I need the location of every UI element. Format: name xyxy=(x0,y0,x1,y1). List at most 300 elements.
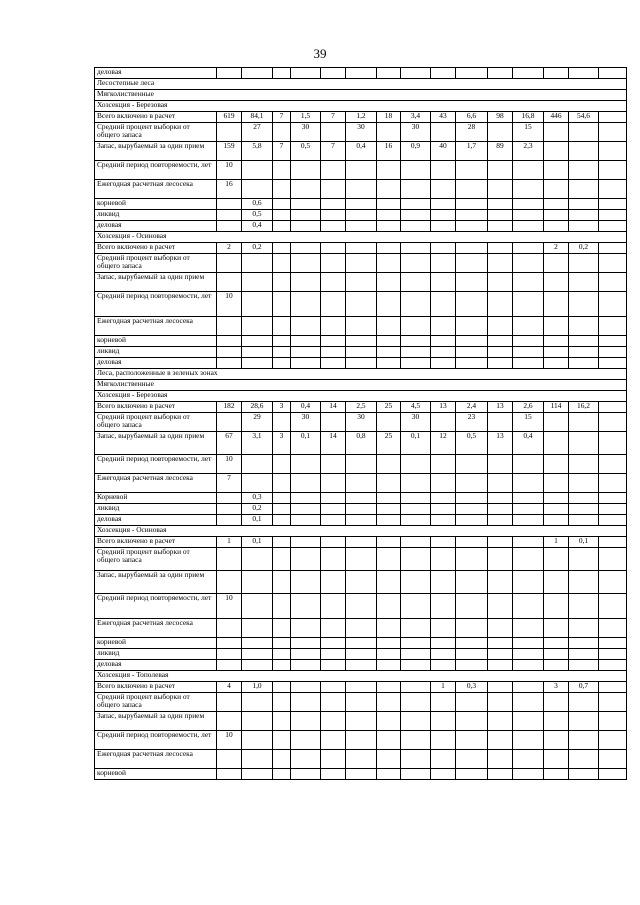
section-title: Хозсекция - Березовая xyxy=(95,391,627,402)
table-cell xyxy=(377,504,401,515)
table-cell xyxy=(377,317,401,336)
table-row xyxy=(95,358,627,369)
table-cell xyxy=(513,317,544,336)
table-cell xyxy=(513,199,544,210)
table-cell xyxy=(569,413,599,432)
table-row xyxy=(95,199,627,210)
table-cell xyxy=(242,769,273,780)
table-cell xyxy=(321,693,346,712)
table-cell xyxy=(599,515,627,526)
table-cell xyxy=(346,273,377,292)
row-label: деловая xyxy=(95,68,217,79)
table-cell xyxy=(291,693,321,712)
table-cell xyxy=(599,619,627,638)
table-cell xyxy=(513,358,544,369)
table-cell xyxy=(599,571,627,594)
row-label: Средний процент выборки от общего запаса xyxy=(95,254,217,273)
table-cell xyxy=(273,68,291,79)
table-cell xyxy=(431,413,456,432)
table-cell xyxy=(431,199,456,210)
table-cell xyxy=(242,292,273,317)
table-cell: 3 xyxy=(273,402,291,413)
section-title: Мягколиственные xyxy=(95,380,627,391)
table-cell xyxy=(488,682,513,693)
table-cell xyxy=(544,455,569,474)
table-cell xyxy=(569,619,599,638)
table-cell xyxy=(346,649,377,660)
table-cell xyxy=(569,254,599,273)
table-cell: 0,6 xyxy=(242,199,273,210)
table-cell xyxy=(377,638,401,649)
table-cell: 10 xyxy=(217,594,242,619)
table-cell xyxy=(291,221,321,232)
table-cell xyxy=(291,180,321,199)
table-cell xyxy=(401,221,431,232)
table-cell xyxy=(291,336,321,347)
table-cell xyxy=(569,693,599,712)
table-cell xyxy=(488,693,513,712)
table-cell xyxy=(346,493,377,504)
table-cell xyxy=(569,750,599,769)
table-cell xyxy=(401,317,431,336)
table-row xyxy=(95,638,627,649)
row-label: Средний период повторяемости, лет xyxy=(95,292,217,317)
table-cell xyxy=(291,161,321,180)
table-cell xyxy=(544,619,569,638)
table-cell xyxy=(599,123,627,142)
section-title: Хозсекция - Березовая xyxy=(95,101,627,112)
table-row xyxy=(95,682,627,693)
table-cell xyxy=(273,336,291,347)
row-label: Всего включено в расчет xyxy=(95,243,217,254)
table-cell: 0,4 xyxy=(291,402,321,413)
table-cell xyxy=(401,682,431,693)
table-cell xyxy=(456,347,488,358)
table-cell xyxy=(273,210,291,221)
table-cell xyxy=(321,731,346,750)
table-cell xyxy=(291,455,321,474)
table-cell xyxy=(273,493,291,504)
table-cell xyxy=(431,123,456,142)
table-cell xyxy=(346,504,377,515)
table-cell xyxy=(217,358,242,369)
row-label: Ежегодная расчетная лесосека xyxy=(95,180,217,199)
table-cell xyxy=(291,68,321,79)
table-cell xyxy=(544,413,569,432)
table-cell xyxy=(456,358,488,369)
table-cell xyxy=(544,254,569,273)
table-row xyxy=(95,693,627,712)
row-label: Всего включено в расчет xyxy=(95,402,217,413)
table-cell: 0,2 xyxy=(569,243,599,254)
table-cell xyxy=(321,221,346,232)
table-cell xyxy=(488,515,513,526)
table-cell xyxy=(291,537,321,548)
table-cell xyxy=(544,750,569,769)
table-cell xyxy=(431,292,456,317)
table-cell xyxy=(488,243,513,254)
table-cell xyxy=(291,504,321,515)
table-cell xyxy=(456,594,488,619)
table-cell xyxy=(456,769,488,780)
table-row xyxy=(95,317,627,336)
table-cell: 18 xyxy=(377,112,401,123)
row-label: Ежегодная расчетная лесосека xyxy=(95,619,217,638)
table-cell xyxy=(456,649,488,660)
table-cell xyxy=(401,199,431,210)
table-cell xyxy=(544,594,569,619)
table-cell xyxy=(431,731,456,750)
table-cell xyxy=(291,199,321,210)
table-cell xyxy=(346,455,377,474)
table-row xyxy=(95,455,627,474)
table-cell: 159 xyxy=(217,142,242,161)
table-cell xyxy=(377,413,401,432)
table-cell xyxy=(569,474,599,493)
table-cell xyxy=(488,292,513,317)
table-cell xyxy=(377,161,401,180)
table-cell xyxy=(569,493,599,504)
table-cell xyxy=(377,68,401,79)
table-cell xyxy=(431,161,456,180)
table-cell xyxy=(431,68,456,79)
table-cell xyxy=(321,336,346,347)
table-cell xyxy=(291,358,321,369)
table-cell: 10 xyxy=(217,292,242,317)
table-cell xyxy=(456,455,488,474)
table-cell xyxy=(513,619,544,638)
table-cell xyxy=(401,180,431,199)
table-cell xyxy=(431,619,456,638)
table-cell xyxy=(321,649,346,660)
table-cell xyxy=(346,548,377,571)
table-row xyxy=(95,161,627,180)
table-cell xyxy=(544,638,569,649)
section-row xyxy=(95,90,627,101)
table-cell xyxy=(569,273,599,292)
table-cell: 0,8 xyxy=(346,432,377,455)
table-cell xyxy=(431,649,456,660)
table-cell xyxy=(217,515,242,526)
table-cell xyxy=(377,292,401,317)
page-number: 39 xyxy=(313,46,327,61)
table-cell xyxy=(377,243,401,254)
table-cell xyxy=(431,594,456,619)
table-cell xyxy=(488,161,513,180)
table-cell xyxy=(456,161,488,180)
table-row xyxy=(95,537,627,548)
table-cell xyxy=(513,682,544,693)
table-cell: 0,1 xyxy=(242,515,273,526)
table-cell: 30 xyxy=(401,413,431,432)
table-cell xyxy=(321,210,346,221)
table-row xyxy=(95,68,627,79)
table-cell xyxy=(513,292,544,317)
table-cell: 2,4 xyxy=(456,402,488,413)
table-cell: 0,1 xyxy=(242,537,273,548)
table-cell xyxy=(273,347,291,358)
table-cell: 13 xyxy=(488,402,513,413)
table-row xyxy=(95,347,627,358)
table-cell xyxy=(217,660,242,671)
table-cell xyxy=(242,336,273,347)
table-cell: 28 xyxy=(456,123,488,142)
table-cell xyxy=(273,317,291,336)
table-cell xyxy=(544,712,569,731)
table-cell xyxy=(242,474,273,493)
table-cell xyxy=(346,619,377,638)
table-cell: 0,7 xyxy=(569,682,599,693)
table-cell xyxy=(513,180,544,199)
table-cell: 2,6 xyxy=(513,402,544,413)
table-cell xyxy=(456,254,488,273)
table-cell xyxy=(456,493,488,504)
section-title: Лесостепные леса xyxy=(95,79,627,90)
section-row xyxy=(95,101,627,112)
table-cell xyxy=(431,455,456,474)
table-cell: 10 xyxy=(217,161,242,180)
table-cell xyxy=(401,693,431,712)
table-cell xyxy=(291,571,321,594)
table-cell xyxy=(217,649,242,660)
table-cell xyxy=(346,210,377,221)
table-cell xyxy=(291,347,321,358)
table-cell xyxy=(321,273,346,292)
table-row xyxy=(95,221,627,232)
table-cell xyxy=(456,693,488,712)
section-row xyxy=(95,671,627,682)
table-row xyxy=(95,493,627,504)
table-cell xyxy=(488,254,513,273)
table-cell xyxy=(599,112,627,123)
table-row xyxy=(95,112,627,123)
table-row xyxy=(95,210,627,221)
table-cell xyxy=(456,750,488,769)
table-cell xyxy=(217,712,242,731)
row-label: Запас, вырубаемый за один прием xyxy=(95,571,217,594)
table-cell xyxy=(544,693,569,712)
table-cell xyxy=(401,660,431,671)
table-cell: 114 xyxy=(544,402,569,413)
table-cell xyxy=(273,731,291,750)
table-cell: 16 xyxy=(217,180,242,199)
table-cell xyxy=(321,161,346,180)
table-cell: 1 xyxy=(217,537,242,548)
table-cell xyxy=(599,336,627,347)
row-label: деловая xyxy=(95,660,217,671)
table-cell xyxy=(599,537,627,548)
table-cell xyxy=(401,548,431,571)
table-cell: 30 xyxy=(346,123,377,142)
table-cell xyxy=(401,455,431,474)
table-row xyxy=(95,402,627,413)
table-cell xyxy=(377,180,401,199)
table-cell xyxy=(377,619,401,638)
table-cell xyxy=(242,347,273,358)
table-cell xyxy=(377,769,401,780)
row-label: корневой xyxy=(95,199,217,210)
section-row xyxy=(95,526,627,537)
table-cell xyxy=(273,199,291,210)
table-cell xyxy=(346,638,377,649)
allowable-cut-table xyxy=(94,67,627,780)
table-cell xyxy=(569,210,599,221)
table-cell xyxy=(217,638,242,649)
table-cell xyxy=(242,273,273,292)
row-label: Средний период повторяемости, лет xyxy=(95,731,217,750)
table-cell xyxy=(431,504,456,515)
table-cell xyxy=(456,243,488,254)
table-cell xyxy=(513,750,544,769)
table-cell xyxy=(377,273,401,292)
row-label: Средний период повторяемости, лет xyxy=(95,161,217,180)
table-cell xyxy=(569,638,599,649)
table-cell xyxy=(217,123,242,142)
table-cell xyxy=(569,180,599,199)
table-cell: 7 xyxy=(273,142,291,161)
table-cell: 0,2 xyxy=(242,243,273,254)
row-label: корневой xyxy=(95,638,217,649)
table-cell xyxy=(569,731,599,750)
table-cell: 0,4 xyxy=(242,221,273,232)
table-cell xyxy=(544,358,569,369)
table-cell xyxy=(377,347,401,358)
table-cell xyxy=(599,68,627,79)
table-cell xyxy=(488,638,513,649)
table-cell xyxy=(346,515,377,526)
section-row xyxy=(95,380,627,391)
table-row xyxy=(95,474,627,493)
table-cell xyxy=(291,292,321,317)
table-cell: 28,6 xyxy=(242,402,273,413)
table-cell xyxy=(321,712,346,731)
table-cell xyxy=(273,515,291,526)
table-cell xyxy=(544,347,569,358)
table-cell xyxy=(513,537,544,548)
table-cell xyxy=(544,317,569,336)
table-cell xyxy=(431,210,456,221)
table-cell: 0,5 xyxy=(242,210,273,221)
table-cell xyxy=(401,493,431,504)
table-cell xyxy=(321,660,346,671)
table-cell xyxy=(377,221,401,232)
table-cell: 25 xyxy=(377,432,401,455)
table-cell xyxy=(544,123,569,142)
table-cell xyxy=(599,358,627,369)
table-cell xyxy=(456,660,488,671)
table-cell xyxy=(513,693,544,712)
table-cell xyxy=(401,750,431,769)
table-cell xyxy=(569,769,599,780)
table-cell xyxy=(456,68,488,79)
table-cell xyxy=(569,548,599,571)
table-cell xyxy=(569,571,599,594)
table-cell xyxy=(569,142,599,161)
row-label: Ежегодная расчетная лесосека xyxy=(95,317,217,336)
section-row xyxy=(95,232,627,243)
table-cell xyxy=(431,548,456,571)
table-cell xyxy=(513,660,544,671)
table-cell xyxy=(321,292,346,317)
table-cell xyxy=(242,638,273,649)
row-label: Всего включено в расчет xyxy=(95,682,217,693)
table-cell xyxy=(599,210,627,221)
table-cell xyxy=(456,515,488,526)
table-cell xyxy=(456,210,488,221)
table-cell xyxy=(401,358,431,369)
table-cell: 7 xyxy=(321,112,346,123)
table-cell xyxy=(513,594,544,619)
table-cell xyxy=(242,358,273,369)
table-cell: 30 xyxy=(401,123,431,142)
section-title: Хозсекция - Осиновая xyxy=(95,526,627,537)
table-cell: 2,3 xyxy=(513,142,544,161)
table-cell xyxy=(291,594,321,619)
table-cell xyxy=(321,413,346,432)
table-row xyxy=(95,273,627,292)
table-cell xyxy=(544,432,569,455)
table-cell: 1,7 xyxy=(456,142,488,161)
table-row xyxy=(95,413,627,432)
table-cell xyxy=(599,243,627,254)
table-cell xyxy=(513,273,544,292)
table-cell xyxy=(401,769,431,780)
table-cell xyxy=(242,455,273,474)
table-cell xyxy=(599,649,627,660)
table-cell xyxy=(569,712,599,731)
row-label: Средний период повторяемости, лет xyxy=(95,455,217,474)
table-cell xyxy=(488,180,513,199)
table-cell xyxy=(488,548,513,571)
table-cell xyxy=(346,347,377,358)
table-cell xyxy=(431,180,456,199)
table-cell: 0,1 xyxy=(569,537,599,548)
table-cell xyxy=(377,210,401,221)
table-cell xyxy=(431,769,456,780)
row-label: Запас, вырубаемый за один прием xyxy=(95,432,217,455)
table-cell xyxy=(242,649,273,660)
table-cell: 0,2 xyxy=(242,504,273,515)
table-cell: 6,6 xyxy=(456,112,488,123)
table-cell xyxy=(599,317,627,336)
table-cell xyxy=(273,273,291,292)
table-cell: 15 xyxy=(513,413,544,432)
table-cell xyxy=(346,594,377,619)
table-cell: 30 xyxy=(346,413,377,432)
table-cell xyxy=(346,180,377,199)
table-cell xyxy=(431,660,456,671)
table-cell xyxy=(569,594,599,619)
table-cell xyxy=(217,571,242,594)
table-cell xyxy=(273,769,291,780)
table-cell xyxy=(217,750,242,769)
row-label: ликвид xyxy=(95,210,217,221)
row-label: Ежегодная расчетная лесосека xyxy=(95,474,217,493)
table-cell: 54,6 xyxy=(569,112,599,123)
table-cell xyxy=(401,594,431,619)
table-cell xyxy=(488,273,513,292)
row-label: деловая xyxy=(95,358,217,369)
table-cell xyxy=(401,619,431,638)
section-title: Хозсекция - Тополевая xyxy=(95,671,627,682)
table-cell xyxy=(321,619,346,638)
table-cell xyxy=(456,273,488,292)
table-cell xyxy=(599,638,627,649)
table-cell xyxy=(346,769,377,780)
table-cell: 0,9 xyxy=(401,142,431,161)
table-cell xyxy=(488,455,513,474)
table-cell xyxy=(544,731,569,750)
